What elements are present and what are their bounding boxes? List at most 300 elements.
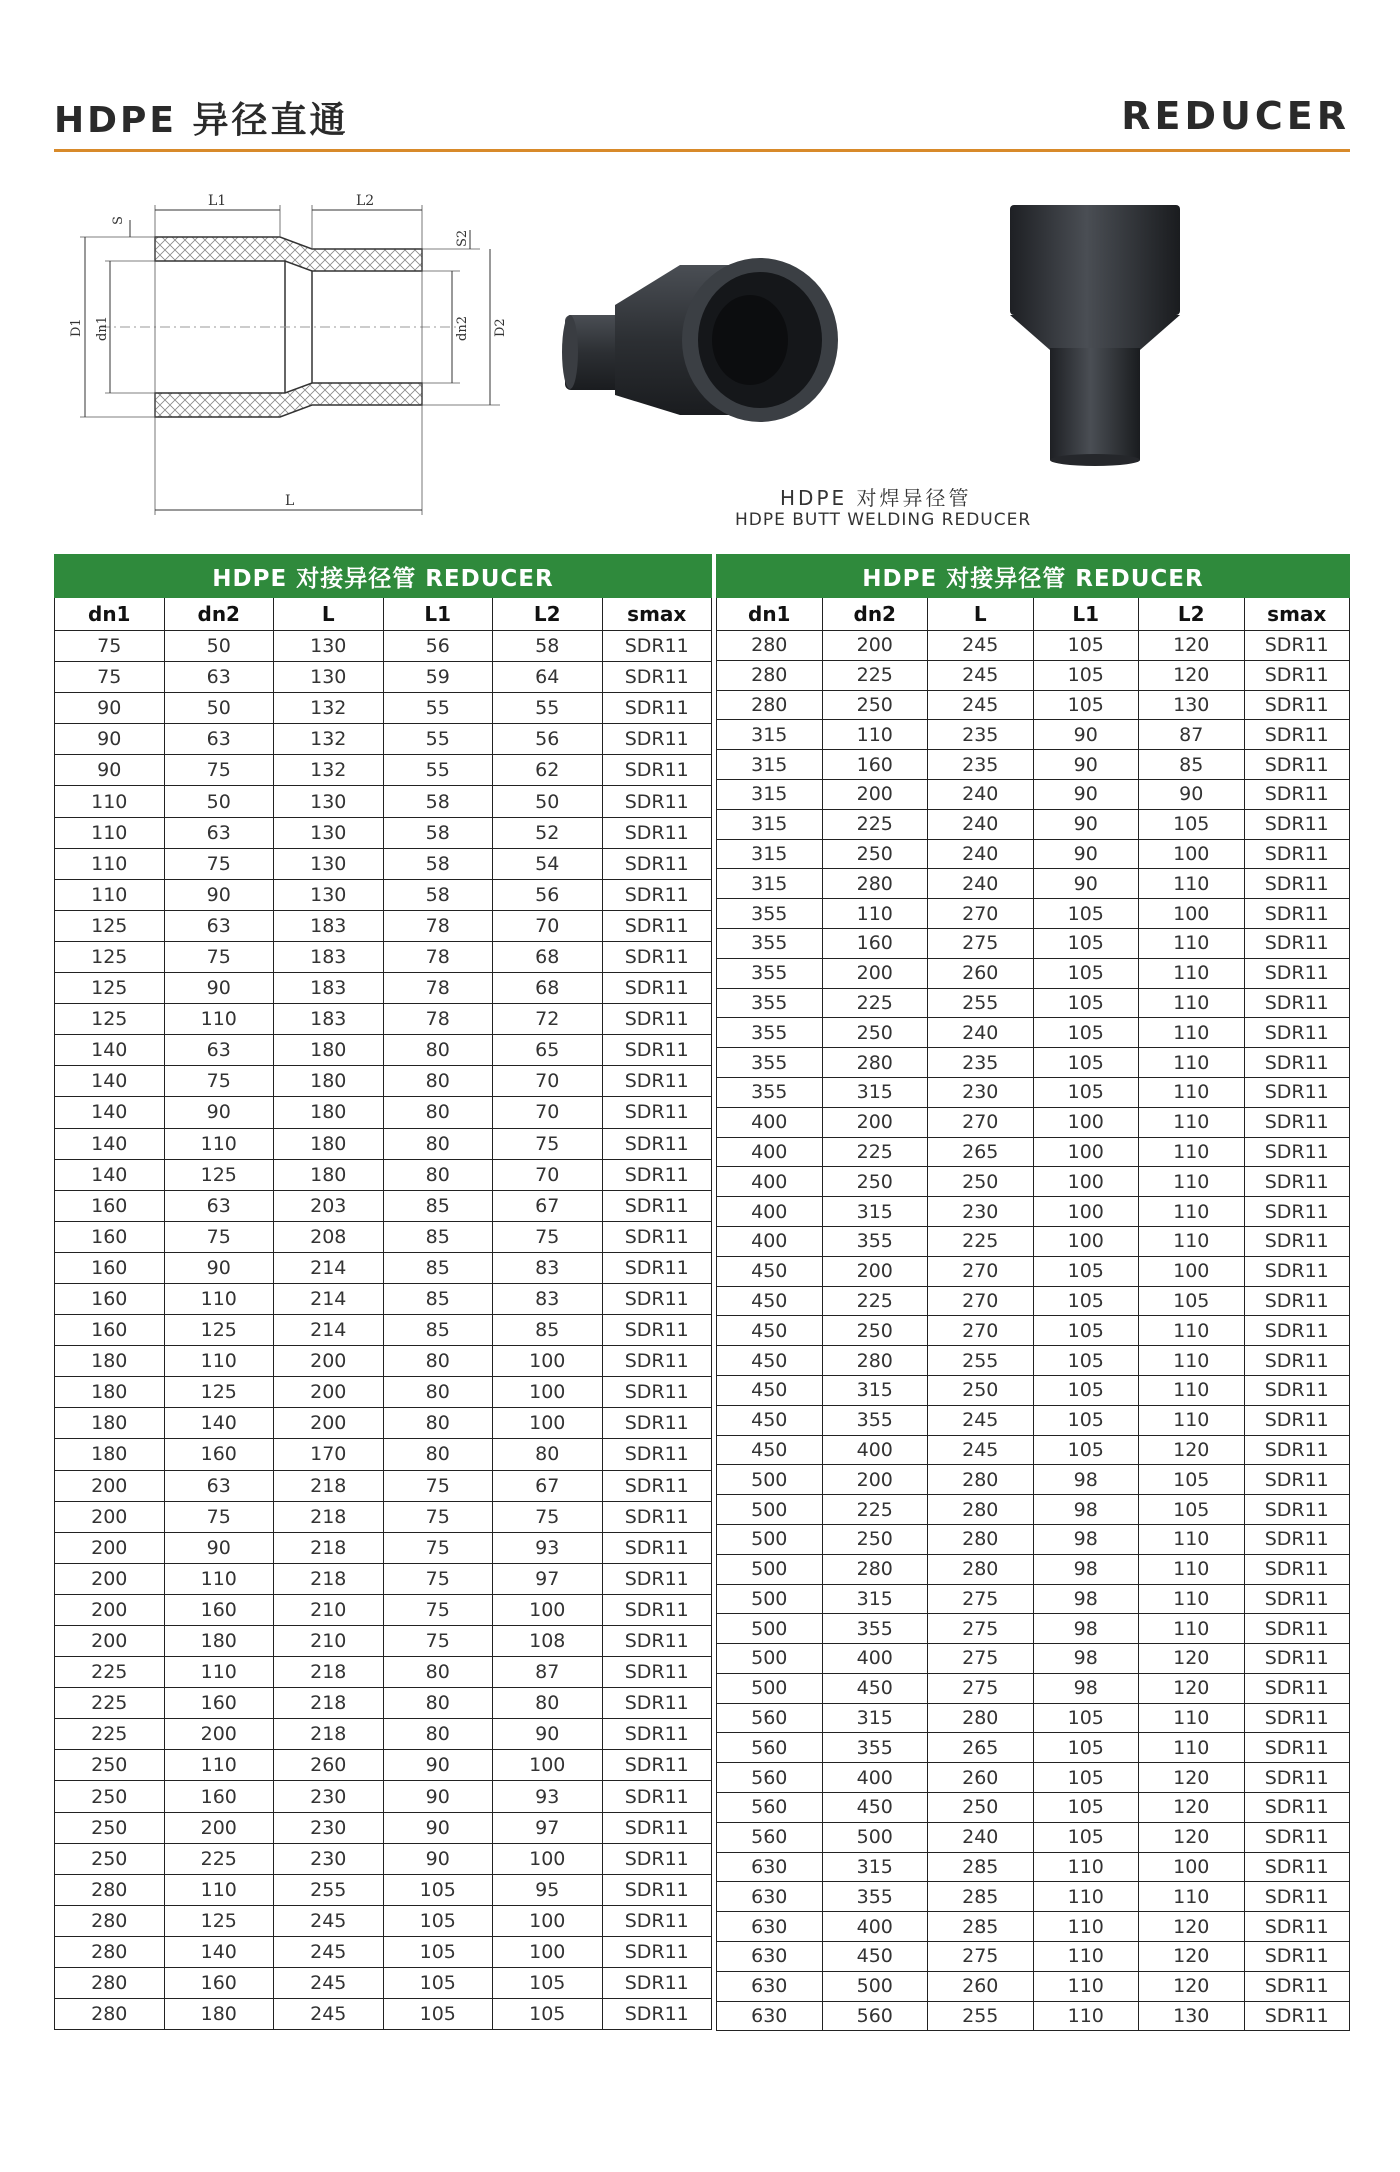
table-cell: 63 (164, 817, 274, 848)
table-cell: 85 (383, 1283, 493, 1314)
table-row (717, 1465, 1350, 1495)
table-cell: 160 (822, 750, 928, 780)
table-cell: 105 (383, 1874, 493, 1905)
table-cell: 110 (1139, 1077, 1245, 1107)
table-cell: 125 (164, 1159, 274, 1190)
table-cell: 315 (717, 809, 823, 839)
table-row (717, 1763, 1350, 1793)
table-cell: 200 (55, 1563, 165, 1594)
table-cell: SDR11 (1244, 690, 1350, 720)
table-cell: 355 (717, 988, 823, 1018)
table-cell: 95 (493, 1874, 603, 1905)
table-row (55, 1501, 712, 1532)
table-cell: 500 (717, 1673, 823, 1703)
table-cell: 130 (1139, 690, 1245, 720)
table-cell: 78 (383, 1004, 493, 1035)
table-row (717, 1942, 1350, 1972)
table-cell: 218 (274, 1470, 384, 1501)
table-cell: 265 (928, 1137, 1034, 1167)
product-caption-en: HDPE BUTT WELDING REDUCER (735, 510, 1032, 530)
table-cell: SDR11 (1244, 1048, 1350, 1078)
table-cell: 275 (928, 1584, 1034, 1614)
table-cell: 250 (55, 1750, 165, 1781)
table-cell: 108 (493, 1626, 603, 1657)
table-cell: 218 (274, 1501, 384, 1532)
table-cell: 225 (822, 809, 928, 839)
table-cell: SDR11 (602, 662, 712, 693)
label-D2: D2 (493, 318, 508, 337)
table-cell: 130 (274, 631, 384, 662)
table-cell: SDR11 (602, 879, 712, 910)
table-cell: 110 (1139, 1107, 1245, 1137)
table-cell: 245 (274, 1905, 384, 1936)
table-cell: 200 (55, 1626, 165, 1657)
table-row (55, 1315, 712, 1346)
table-cell: SDR11 (1244, 1554, 1350, 1584)
table-cell: 90 (55, 693, 165, 724)
table-cell: 132 (274, 724, 384, 755)
table-cell: 280 (822, 1346, 928, 1376)
spec-table-left (54, 554, 712, 2030)
table-cell: 56 (493, 879, 603, 910)
table-cell: 285 (928, 1912, 1034, 1942)
table-cell: 200 (822, 1107, 928, 1137)
table-cell: 75 (164, 1501, 274, 1532)
table-cell: 315 (717, 869, 823, 899)
table-cell: 110 (1139, 869, 1245, 899)
table-cell: 110 (1139, 1703, 1245, 1733)
table-cell: 105 (1139, 809, 1245, 839)
table-cell: 75 (164, 941, 274, 972)
table-cell: SDR11 (602, 1999, 712, 2030)
table-row (55, 817, 712, 848)
table-cell: 63 (164, 1035, 274, 1066)
table-cell: 240 (928, 1018, 1034, 1048)
table-row (55, 1221, 712, 1252)
table-cell: 100 (1139, 1256, 1245, 1286)
table-cell: 105 (1033, 690, 1139, 720)
table-row (717, 1375, 1350, 1405)
table-cell: 200 (164, 1719, 274, 1750)
table-cell: SDR11 (602, 941, 712, 972)
table-cell: 200 (55, 1501, 165, 1532)
table-cell: SDR11 (1244, 1852, 1350, 1882)
table-cell: 355 (717, 899, 823, 929)
table-cell: 120 (1139, 1822, 1245, 1852)
table-cell: 180 (274, 1066, 384, 1097)
table-row (55, 848, 712, 879)
table-cell: 200 (822, 779, 928, 809)
label-S: S (111, 216, 126, 225)
table-row (55, 1905, 712, 1936)
table-cell: 218 (274, 1532, 384, 1563)
table-cell: SDR11 (1244, 1077, 1350, 1107)
table-row (717, 1882, 1350, 1912)
table-cell: 275 (928, 1614, 1034, 1644)
table-cell: SDR11 (1244, 988, 1350, 1018)
table-cell: 500 (717, 1584, 823, 1614)
table-cell: 110 (1033, 1942, 1139, 1972)
table-cell: SDR11 (1244, 1524, 1350, 1554)
table-cell: 110 (1139, 1226, 1245, 1256)
table-cell: SDR11 (602, 1004, 712, 1035)
table-row (55, 1004, 712, 1035)
table-cell: 63 (164, 724, 274, 755)
table-row (55, 1252, 712, 1283)
table-cell: 80 (493, 1688, 603, 1719)
table-cell: 208 (274, 1221, 384, 1252)
table-cell: 58 (383, 817, 493, 848)
table-row (717, 1912, 1350, 1942)
table-row (717, 660, 1350, 690)
table-cell: SDR11 (602, 1750, 712, 1781)
table-row (717, 779, 1350, 809)
table-cell: 450 (717, 1256, 823, 1286)
table-cell: 255 (928, 2001, 1034, 2031)
table-cell: 75 (383, 1626, 493, 1657)
table-cell: 90 (164, 879, 274, 910)
table-cell: SDR11 (1244, 660, 1350, 690)
table-cell: 85 (493, 1315, 603, 1346)
table-cell: 110 (1033, 2001, 1139, 2031)
table-cell: 630 (717, 1882, 823, 1912)
table-cell: 55 (383, 724, 493, 755)
table-cell: 105 (1033, 1733, 1139, 1763)
table-cell: 225 (822, 1286, 928, 1316)
table-cell: 500 (717, 1614, 823, 1644)
table-cell: 93 (493, 1781, 603, 1812)
table-cell: SDR11 (1244, 1256, 1350, 1286)
table-cell: 120 (1139, 1942, 1245, 1972)
table-cell: 54 (493, 848, 603, 879)
table-cell: 50 (164, 786, 274, 817)
table-cell: 270 (928, 899, 1034, 929)
table-cell: SDR11 (1244, 1286, 1350, 1316)
table-cell: 100 (1033, 1226, 1139, 1256)
table-cell: 270 (928, 1107, 1034, 1137)
table-cell: SDR11 (602, 1159, 712, 1190)
table-cell: 110 (1139, 928, 1245, 958)
table-row (55, 1968, 712, 1999)
table-row (55, 1377, 712, 1408)
table-cell: 110 (1139, 1197, 1245, 1227)
table-cell: 280 (928, 1495, 1034, 1525)
table-cell: SDR11 (602, 1657, 712, 1688)
table-cell: 105 (383, 1905, 493, 1936)
table-cell: 98 (1033, 1614, 1139, 1644)
table-row (717, 1018, 1350, 1048)
table-cell: 90 (55, 724, 165, 755)
table-row (55, 662, 712, 693)
table-cell: 450 (717, 1435, 823, 1465)
table-cell: 85 (383, 1221, 493, 1252)
table-row (717, 690, 1350, 720)
table-cell: 450 (717, 1316, 823, 1346)
table-cell: 280 (55, 1968, 165, 1999)
table-cell: 72 (493, 1004, 603, 1035)
col-header: L1 (1033, 598, 1139, 631)
table-row (55, 1999, 712, 2030)
table-row (55, 973, 712, 1004)
table-row (717, 1346, 1350, 1376)
title-divider (54, 149, 1350, 152)
table-cell: 280 (55, 1999, 165, 2030)
table-cell: 280 (717, 631, 823, 661)
table-cell: 214 (274, 1252, 384, 1283)
table-cell: 200 (822, 631, 928, 661)
table-cell: SDR11 (1244, 750, 1350, 780)
table-cell: SDR11 (602, 1905, 712, 1936)
table-cell: 180 (274, 1128, 384, 1159)
table-cell: 120 (1139, 1912, 1245, 1942)
table-cell: SDR11 (1244, 1018, 1350, 1048)
table-cell: 160 (164, 1439, 274, 1470)
table-cell: 285 (928, 1852, 1034, 1882)
table-cell: 120 (1139, 1673, 1245, 1703)
table-cell: 260 (928, 958, 1034, 988)
table-cell: 315 (822, 1703, 928, 1733)
table-cell: 105 (383, 1968, 493, 1999)
table-cell: SDR11 (602, 1968, 712, 1999)
table-cell: SDR11 (1244, 779, 1350, 809)
table-cell: 125 (164, 1315, 274, 1346)
table-cell: SDR11 (1244, 928, 1350, 958)
table-cell: 80 (383, 1657, 493, 1688)
table-cell: 400 (717, 1197, 823, 1227)
table-cell: 130 (274, 662, 384, 693)
table-cell: 355 (822, 1405, 928, 1435)
table-cell: 560 (822, 2001, 928, 2031)
table-cell: 110 (1139, 1018, 1245, 1048)
table-row (717, 1793, 1350, 1823)
table-cell: 280 (55, 1874, 165, 1905)
table-cell: 110 (822, 720, 928, 750)
table-cell: 110 (822, 899, 928, 929)
table-cell: 245 (928, 631, 1034, 661)
table-row (717, 1733, 1350, 1763)
table-cell: 75 (383, 1532, 493, 1563)
table-row (55, 1936, 712, 1967)
table-row (717, 1048, 1350, 1078)
table-cell: 230 (274, 1781, 384, 1812)
table-row (55, 1346, 712, 1377)
table-cell: 78 (383, 941, 493, 972)
table-cell: 80 (383, 1377, 493, 1408)
table-cell: 180 (55, 1346, 165, 1377)
table-cell: SDR11 (1244, 1614, 1350, 1644)
table-cell: 218 (274, 1688, 384, 1719)
table-cell: 260 (274, 1750, 384, 1781)
table-cell: 97 (493, 1812, 603, 1843)
table-cell: 630 (717, 1912, 823, 1942)
table-row (717, 1971, 1350, 2001)
col-header: smax (602, 598, 712, 631)
table-cell: 450 (717, 1405, 823, 1435)
table-row (55, 879, 712, 910)
table-cell: 315 (822, 1584, 928, 1614)
table-cell: 120 (1139, 1435, 1245, 1465)
table-cell: 125 (164, 1905, 274, 1936)
table-cell: 400 (822, 1644, 928, 1674)
table-cell: 83 (493, 1252, 603, 1283)
table-cell: SDR11 (602, 1470, 712, 1501)
table-cell: 203 (274, 1190, 384, 1221)
table-cell: 160 (822, 928, 928, 958)
table-cell: SDR11 (1244, 1107, 1350, 1137)
table-cell: SDR11 (602, 848, 712, 879)
table-cell: 105 (1033, 1316, 1139, 1346)
table-cell: SDR11 (602, 1346, 712, 1377)
table-cell: 275 (928, 1644, 1034, 1674)
table-cell: 80 (383, 1097, 493, 1128)
table-cell: 500 (717, 1465, 823, 1495)
table-cell: 90 (1033, 839, 1139, 869)
table-cell: 315 (717, 750, 823, 780)
table-cell: 110 (164, 1283, 274, 1314)
table-row (717, 928, 1350, 958)
table-cell: 80 (383, 1408, 493, 1439)
table-cell: 450 (822, 1673, 928, 1703)
table-cell: 90 (383, 1812, 493, 1843)
table-cell: 140 (164, 1936, 274, 1967)
table-cell: 110 (55, 817, 165, 848)
table-cell: 180 (274, 1159, 384, 1190)
table-cell: SDR11 (602, 973, 712, 1004)
table-cell: 90 (164, 1097, 274, 1128)
table-cell: SDR11 (1244, 2001, 1350, 2031)
table-cell: 280 (822, 869, 928, 899)
table-cell: SDR11 (1244, 1405, 1350, 1435)
table-cell: 110 (1139, 1048, 1245, 1078)
col-header: L1 (383, 598, 493, 631)
table-cell: 90 (1139, 779, 1245, 809)
table-cell: 500 (717, 1524, 823, 1554)
table-cell: 75 (383, 1563, 493, 1594)
table-cell: SDR11 (1244, 809, 1350, 839)
table-cell: 125 (55, 1004, 165, 1035)
table-cell: SDR11 (1244, 720, 1350, 750)
table-cell: 140 (55, 1035, 165, 1066)
table-cell: 200 (164, 1812, 274, 1843)
table-cell: 275 (928, 928, 1034, 958)
table-cell: 80 (493, 1439, 603, 1470)
table-cell: 560 (717, 1822, 823, 1852)
table-cell: 105 (1033, 1793, 1139, 1823)
table-cell: 225 (822, 988, 928, 1018)
table-cell: 235 (928, 750, 1034, 780)
table-cell: 105 (1033, 1346, 1139, 1376)
table-cell: SDR11 (1244, 1942, 1350, 1972)
table-cell: SDR11 (602, 1781, 712, 1812)
table-cell: 250 (928, 1375, 1034, 1405)
table-cell: SDR11 (1244, 1584, 1350, 1614)
table-cell: 58 (383, 879, 493, 910)
table-cell: 355 (822, 1733, 928, 1763)
table-row (55, 1874, 712, 1905)
table-cell: 160 (164, 1688, 274, 1719)
table-cell: 270 (928, 1256, 1034, 1286)
table-row (717, 1673, 1350, 1703)
table-row (55, 631, 712, 662)
table-cell: 250 (822, 1167, 928, 1197)
table-cell: 75 (164, 1221, 274, 1252)
table-cell: 200 (274, 1346, 384, 1377)
label-L: L (285, 493, 295, 509)
table-row (55, 1159, 712, 1190)
table-cell: 58 (383, 786, 493, 817)
table-cell: 630 (717, 1942, 823, 1972)
table-cell: 400 (717, 1107, 823, 1137)
table-row (717, 750, 1350, 780)
table-cell: 110 (164, 1563, 274, 1594)
table-cell: SDR11 (602, 1097, 712, 1128)
label-dn1: dn1 (95, 316, 110, 341)
table-cell: SDR11 (602, 1688, 712, 1719)
table-row (717, 1495, 1350, 1525)
table-cell: 450 (717, 1346, 823, 1376)
table-cell: 132 (274, 693, 384, 724)
table-row (55, 910, 712, 941)
table-row (717, 1703, 1350, 1733)
table-cell: SDR11 (602, 1377, 712, 1408)
table-cell: 100 (1139, 839, 1245, 869)
table-cell: 85 (1139, 750, 1245, 780)
table-cell: 105 (383, 1936, 493, 1967)
table-cell: 280 (928, 1703, 1034, 1733)
table-cell: 130 (274, 786, 384, 817)
table-cell: 200 (822, 1465, 928, 1495)
table-cell: 140 (55, 1097, 165, 1128)
table-cell: 90 (493, 1719, 603, 1750)
table-cell: 110 (1139, 1137, 1245, 1167)
table-row (55, 1439, 712, 1470)
table-cell: 125 (55, 941, 165, 972)
table-cell: SDR11 (602, 1843, 712, 1874)
table-cell: 85 (383, 1190, 493, 1221)
table-cell: 400 (822, 1912, 928, 1942)
table-cell: 59 (383, 662, 493, 693)
col-header: dn1 (717, 598, 823, 631)
table-cell: SDR11 (1244, 1703, 1350, 1733)
table-cell: 130 (274, 848, 384, 879)
table-cell: 280 (822, 1554, 928, 1584)
table-cell: 110 (1033, 1912, 1139, 1942)
table-cell: 75 (383, 1594, 493, 1625)
table-cell: SDR11 (602, 1283, 712, 1314)
table-cell: 355 (717, 1048, 823, 1078)
table-cell: 315 (717, 839, 823, 869)
table-cell: 630 (717, 2001, 823, 2031)
table-cell: 250 (822, 1524, 928, 1554)
table-cell: 355 (822, 1226, 928, 1256)
table-row (717, 1614, 1350, 1644)
col-header: L (274, 598, 384, 631)
table-cell: 75 (164, 1066, 274, 1097)
table-cell: 105 (1033, 899, 1139, 929)
table-cell: SDR11 (1244, 1197, 1350, 1227)
table-cell: 120 (1139, 660, 1245, 690)
table-row (55, 1626, 712, 1657)
table-cell: 58 (383, 848, 493, 879)
table-cell: 240 (928, 839, 1034, 869)
table-row (717, 1554, 1350, 1584)
table-cell: 280 (928, 1524, 1034, 1554)
table-cell: 280 (55, 1905, 165, 1936)
table-cell: 160 (55, 1283, 165, 1314)
table-cell: 52 (493, 817, 603, 848)
table-cell: SDR11 (602, 1190, 712, 1221)
table-cell: 110 (164, 1346, 274, 1377)
